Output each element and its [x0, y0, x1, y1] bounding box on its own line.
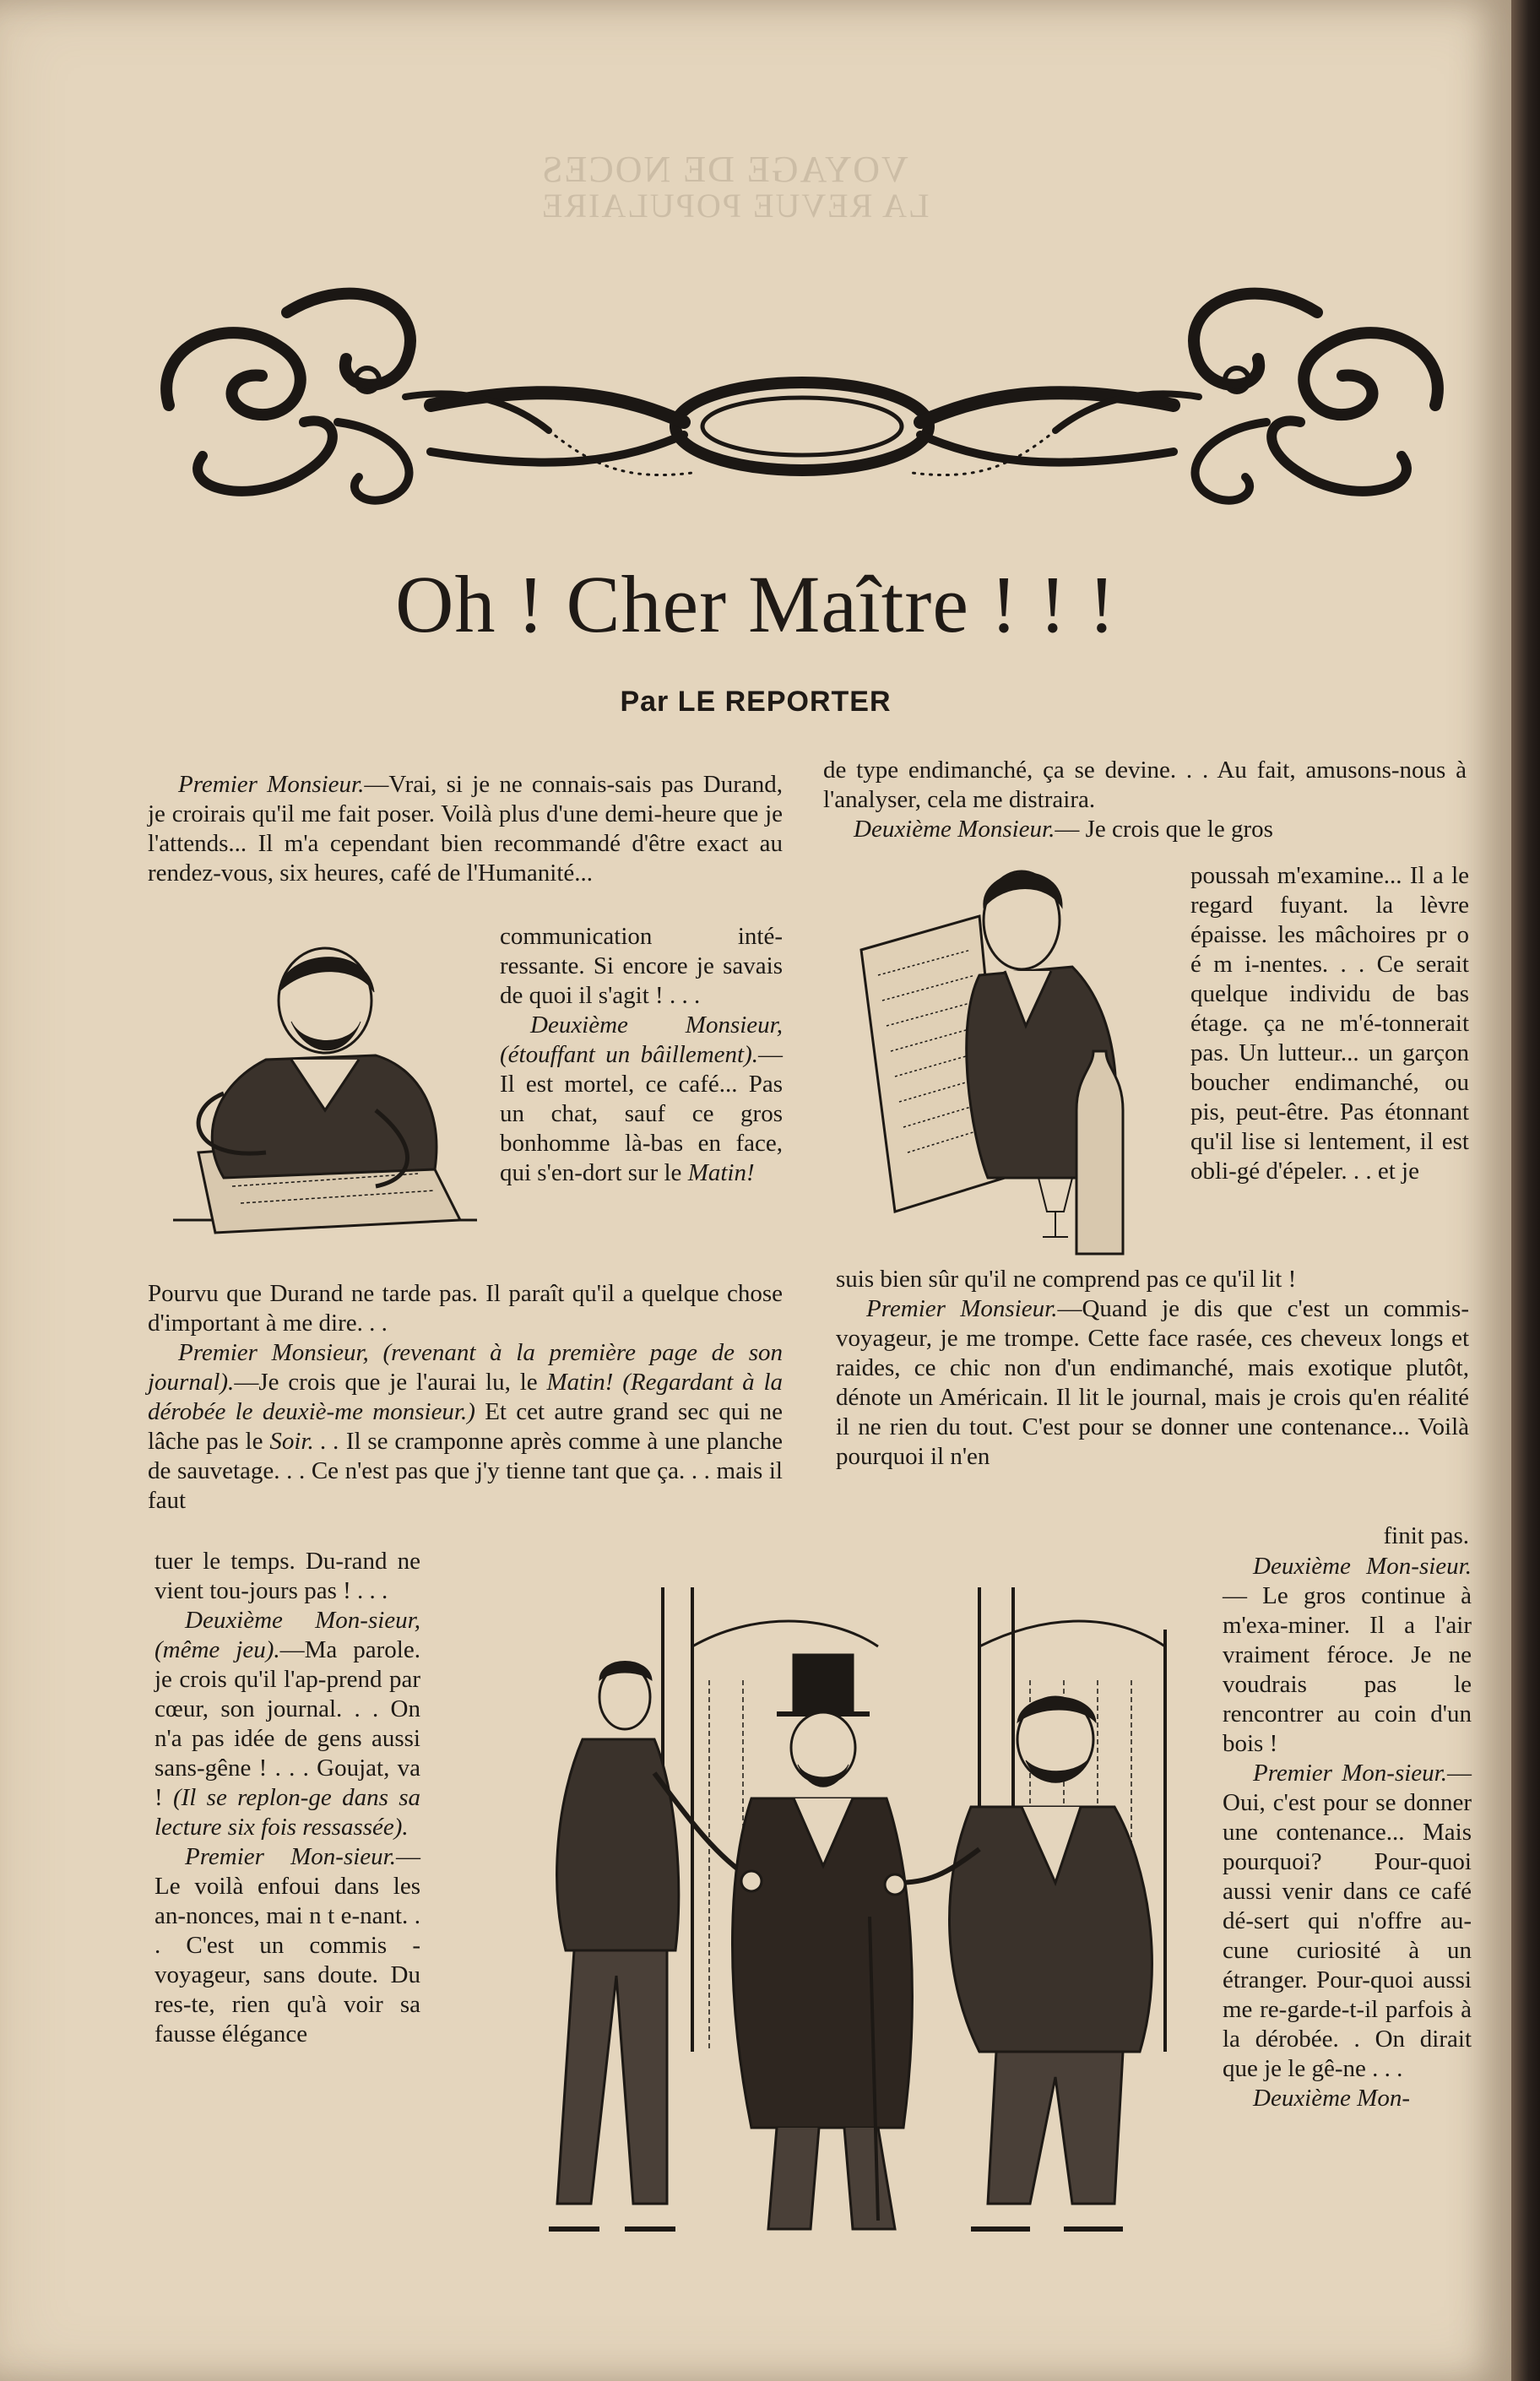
speaker-label: Premier Monsieur.: [178, 771, 365, 798]
speaker-label: Premier Mon-sieur.: [1253, 1760, 1447, 1787]
dialogue-text: —Ma parole. je crois qu'il l'ap-prend par cœur, son journal. . . On n'a pas idée de gens aussi sans-gêne ! . . . Goujat, va !: [155, 1636, 420, 1811]
speaker-label: Deuxième Mon-sieur.: [1253, 1553, 1472, 1580]
dialogue-text: —Quand je dis que c'est un commis-voyageur, je me trompe. Cette face rasée, ces cheveux longs et raides, ce chic non d'un endimanché, mais exotique plutôt, dénote un Américain. Il lit le journal, mais je crois qu'en réalité il ne rien du tout. C'est pour se donner une contenance... Voilà pourquoi il n'en: [836, 1295, 1469, 1470]
dialogue-text: —Vrai, si je ne connais-sais pas Durand, je croirais qu'il me fait poser. Voilà plus d'une demi-heure que je l'attends... Il m'a cependant bien recommandé d'être exact au rendez-vous, six heures, café de l'Humanité...: [148, 771, 783, 887]
left-column-narrow: [155, 1547, 420, 2049]
newspaper-name: Matin!: [687, 1159, 755, 1186]
left-column-top: [148, 770, 783, 888]
dialogue-text: suis bien sûr qu'il ne comprend pas ce qu'il lit !: [836, 1266, 1297, 1293]
ghost-running-head: VOYAGE DE NOCES: [540, 149, 908, 190]
right-column-narrow: [1223, 1552, 1472, 2113]
dialogue-text: — Je crois que le gros: [1055, 816, 1273, 843]
dialogue-text: tuer le temps. Du-rand ne vient tou-jours pas ! . . .: [155, 1548, 420, 1604]
dialogue-text: de type endimanché, ça se devine. . . Au fait, amusons-nous à l'analyser, cela me distraira.: [823, 757, 1467, 813]
speaker-label: Premier Mon-sieur.: [185, 1843, 396, 1870]
right-column-top: [823, 756, 1467, 844]
man-holding-newspaper-illustration: [853, 857, 1169, 1258]
article-byline: Par LE REPORTER: [620, 686, 892, 718]
left-column-beside-figure: [500, 922, 783, 1188]
art-nouveau-ornament: [152, 279, 1452, 515]
newspaper-name: Soir. . .: [269, 1428, 339, 1455]
article-title: Oh ! Cher Maître ! ! !: [395, 559, 1116, 649]
dialogue-text: Il se cramponne après comme à une planche de sauvetage. . . Ce n'est pas que j'y tienne tant que ça. . . mais il faut: [148, 1428, 783, 1514]
dialogue-text: Pourvu que Durand ne tarde pas. Il paraît qu'il a quelque chose d'important à me dire. . .: [148, 1280, 783, 1337]
stage-direction: (Regardant à la dérobée le deuxiè-me monsieur.): [148, 1369, 784, 1425]
dialogue-text: — Il est mortel, ce café... Pas un chat, sauf ce gros bonhomme là-bas en face, qui s'en-dort sur le: [500, 1041, 783, 1186]
right-column-beside-figure: [1190, 861, 1469, 1186]
speaker-label: Deuxième Mon-: [1253, 2085, 1410, 2112]
speaker-label: Premier Monsieur, (revenant à la première page de son journal).: [148, 1339, 783, 1396]
speaker-label: Deuxième Mon-sieur, (même jeu).: [155, 1607, 420, 1663]
ghost-running-head-2: LA REVUE POPULAIRE: [540, 187, 930, 225]
dialogue-text: — Le voilà enfoui dans les an-nonces, mai n t e-nant. . . C'est un commis - voyageur, sans doute. Du res-te, rien qu'à voir sa fausse élégance: [155, 1843, 420, 2047]
dialogue-text: — Le gros continue à m'exa-miner. Il a l'air vraiment féroce. Je ne voudrais pas le rencontrer au coin d'un bois !: [1223, 1582, 1472, 1757]
speaker-label: Deuxième Monsieur.: [854, 816, 1055, 843]
right-column-finit: [1224, 1521, 1469, 1551]
speaker-label: Premier Monsieur.: [866, 1295, 1058, 1322]
three-men-shaking-hands-illustration: [473, 1579, 1216, 2254]
dialogue-text: communication inté-ressante. Si encore je savais de quoi il s'agit ! . . .: [500, 923, 783, 1009]
dialogue-text: — Oui, c'est pour se donner une contenance... Mais pourquoi? Pour-quoi aussi venir dans ce café dé-sert qui n'offre au-cune curiosité à un étranger. Pour-quoi aussi me re-garde-t-il parfois à la dérobée. . On dirait que je le gê-ne . . .: [1223, 1760, 1472, 2082]
man-reading-at-table-illustration: [165, 941, 485, 1237]
stage-direction: (Il se replon-ge dans sa lecture six fois ressassée).: [155, 1784, 420, 1841]
dialogue-text: finit pas.: [1383, 1522, 1469, 1549]
dialogue-text: Et cet autre grand sec qui ne lâche pas le: [148, 1398, 783, 1455]
speaker-label: Deuxième Monsieur, (étouffant un bâillement).: [500, 1012, 783, 1068]
newspaper-name: Matin!: [546, 1369, 614, 1396]
right-column-middle: [836, 1265, 1469, 1472]
book-spine-edge: [1511, 0, 1540, 2381]
dialogue-text: —Je crois que je l'aurai lu, le: [234, 1369, 538, 1396]
left-column-middle: [148, 1279, 783, 1516]
dialogue-text: poussah m'examine... Il a le regard fuyant. la lèvre épaisse. les mâchoires pr o é m i-nentes. . . Ce serait quelque individu de bas étage. ça ne m'é-tonnerait pas. Un lutteur... un garçon boucher endimanché, ou pis, peut-être. Pas étonnant qu'il lise si lentement, il est obli-gé d'épeler. . . et je: [1190, 862, 1469, 1185]
